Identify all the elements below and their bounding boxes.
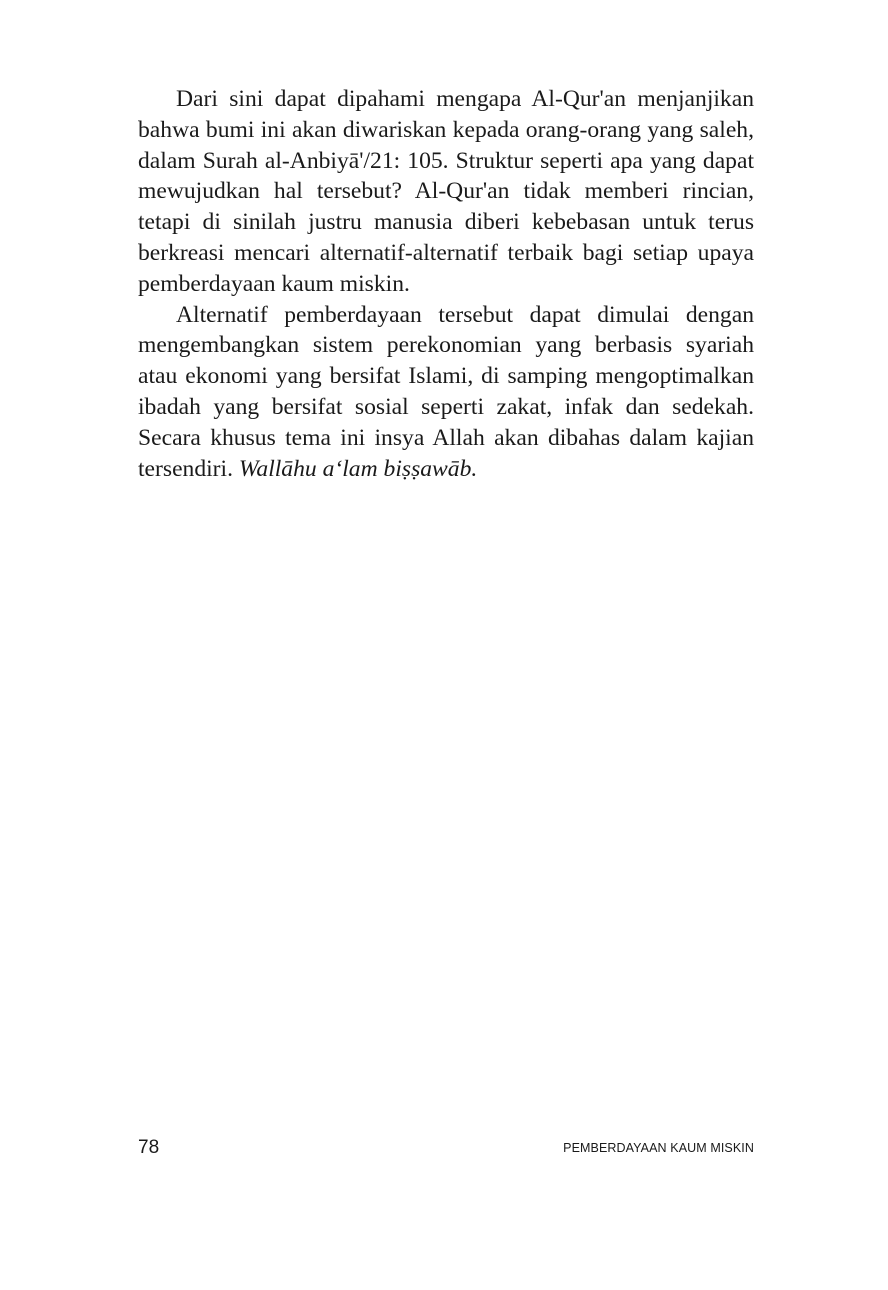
running-title: PEMBERDAYAAN KAUM MISKIN: [563, 1141, 754, 1155]
closing-phrase: Wallāhu a‘lam biṣṣawāb.: [238, 455, 478, 482]
page-footer: [138, 1136, 754, 1160]
paragraph-2-text: Alternatif pemberdayaan tersebut dapat dimulai dengan mengembangkan sistem perekonomian yang berbasis syariah atau ekonomi yang bersifat Islami, di samping mengoptimalkan ibadah yang bersifat sosial seperti zakat, infak dan sedekah. Secara khusus tema ini insya Allah akan dibahas dalam kajian tersendiri.: [138, 301, 754, 482]
page-number: 78: [138, 1137, 160, 1158]
body-text: [138, 84, 754, 484]
paragraph-2: [138, 300, 754, 485]
paragraph-1-text: Dari sini dapat dipahami mengapa Al-Qur'an menjanjikan bahwa bumi ini akan diwariskan kepada orang-orang yang saleh, dalam Surah al-Anbiyā'/21: 105. Struktur seperti apa yang dapat mewujudkan hal tersebut? Al-Qur'an tidak memberi rincian, tetapi di sinilah justru manusia diberi kebebasan untuk terus berkreasi mencari alternatif-alternatif terbaik bagi setiap upaya pemberdayaan kaum miskin.: [138, 86, 754, 297]
paragraph-1: [138, 84, 754, 300]
